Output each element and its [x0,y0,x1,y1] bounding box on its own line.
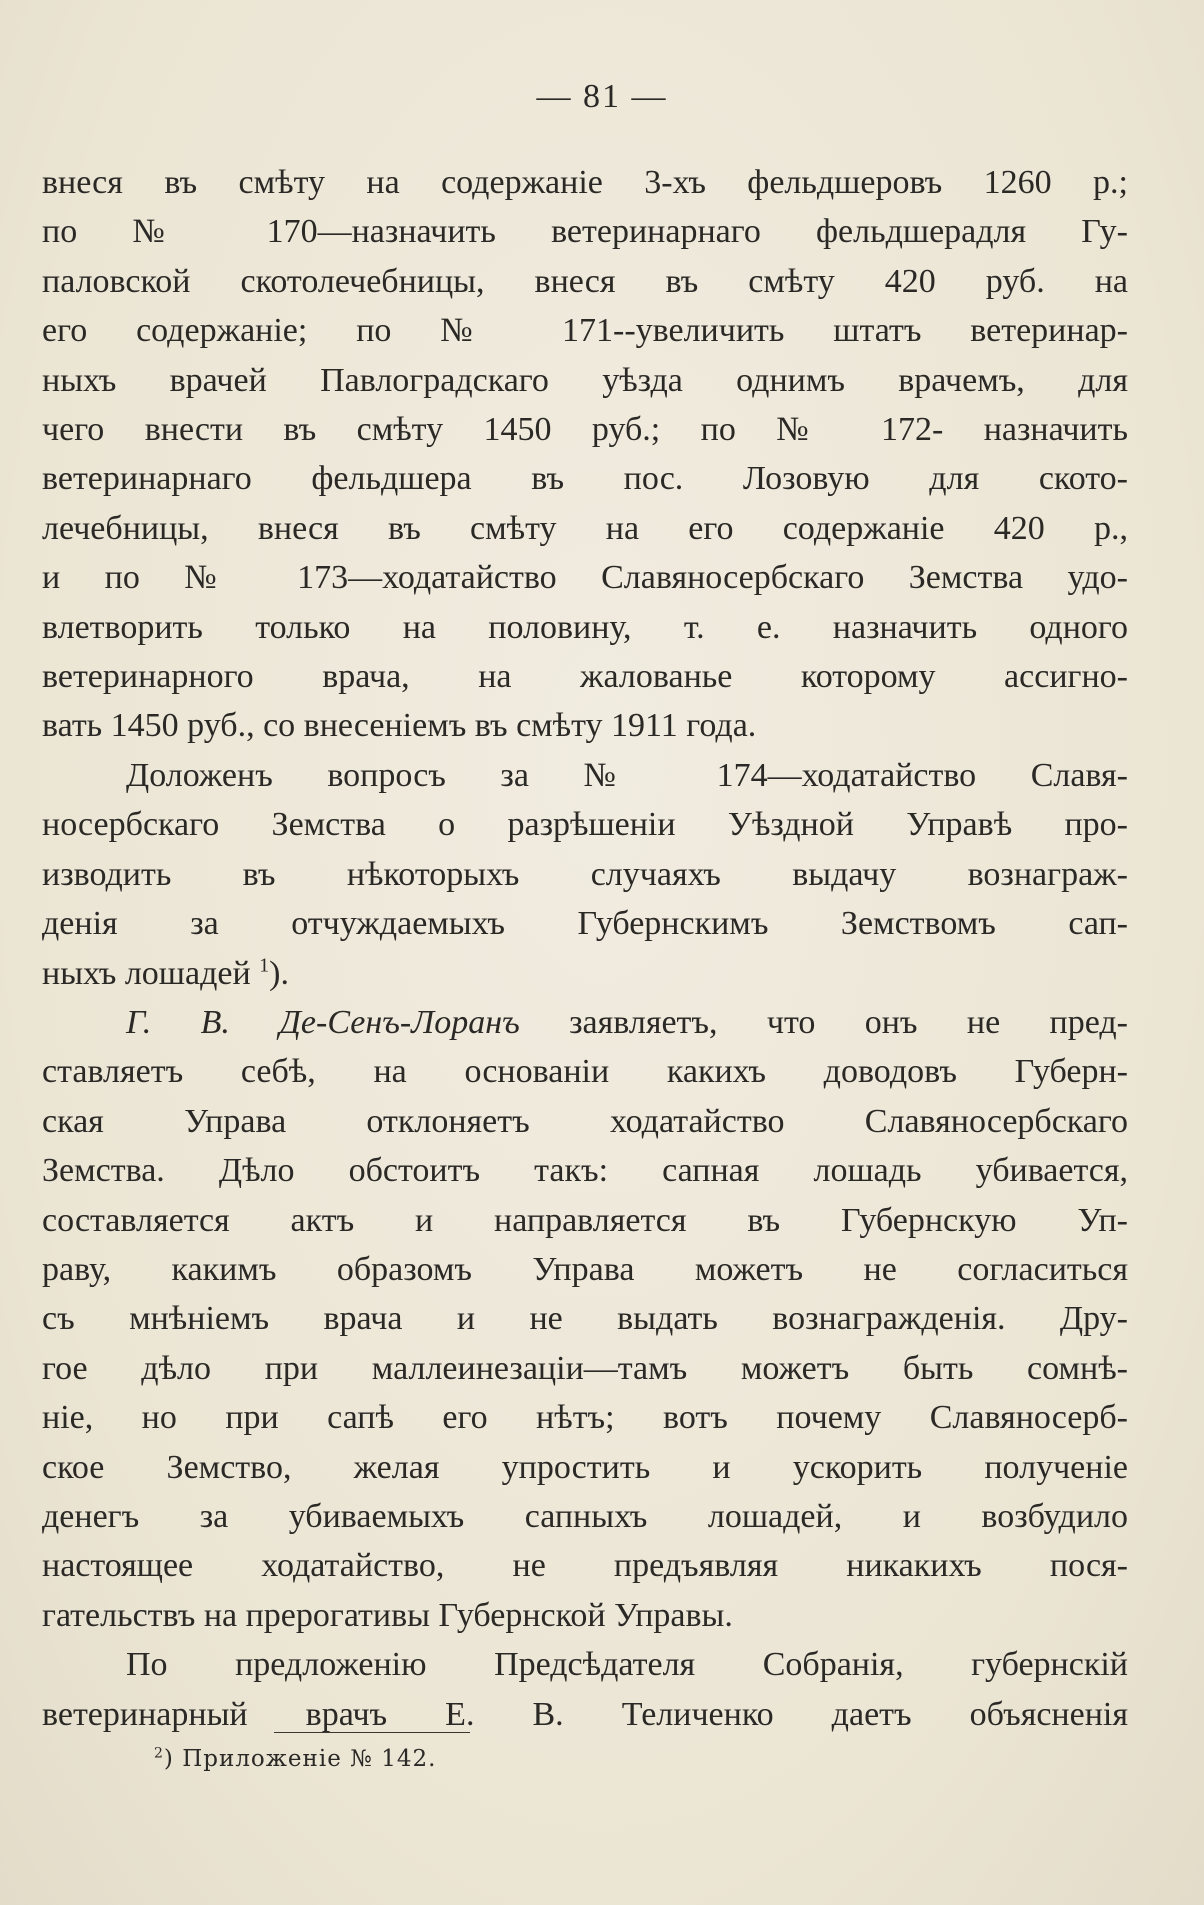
line-text: съ мнѣнieмъ врача и не выдать вознагражденiя. Дру- [42,1300,1128,1338]
line-text: влетворить только на половину, т. е. назначить одного [42,608,1128,646]
text-line [42,207,1128,256]
text-line [42,1097,1128,1146]
text-line [42,356,1128,405]
line-text: лечебницы, внеся въ смѣту на его содержанie 420 р., [42,509,1128,547]
text-line [42,850,1128,899]
line-text: денегъ за убиваемыхъ сапныхъ лошадей, и возбудило [42,1497,1128,1535]
line-text: ская Управа отклоняетъ ходатайство Славяносербскаго [42,1102,1128,1140]
text-line [42,158,1128,207]
line-text: гательствъ на прерогативы Губернской Управы. [42,1596,733,1634]
line-text: ныхъ лошадей [42,954,260,992]
text-line [42,949,1128,998]
text-line [42,1245,1128,1294]
line-text: ское Земство, желая упростить и ускорить полученie [42,1448,1128,1486]
line-text: по № 170—назначить ветеринарнаго фельдшерадля Гу- [42,213,1128,251]
page-number: — 81 — [536,78,668,115]
footnote-marker: 2 [154,1745,164,1762]
text-line [42,1294,1128,1343]
speaker-name: Г. В. Де-Сенъ-Лоранъ [126,1003,520,1041]
text-line [42,1443,1128,1492]
line-text: вать 1450 руб., со внесенieмъ въ смѣту 1911 года. [42,707,757,745]
text-line [42,1640,1128,1689]
line-text: настоящее ходатайство, не предъявляя никакихъ пося- [42,1547,1128,1585]
line-text: носербскаго Земства о разрѣшенiи Уѣздной Управѣ про- [42,806,1128,844]
body-text [42,158,1128,1739]
text-line [42,603,1128,652]
text-line [42,899,1128,948]
footnote-divider [274,1732,470,1733]
text-line [42,1591,1128,1640]
text-line [42,800,1128,849]
text-line [42,998,1128,1047]
line-text: ветеринарный врачъ Е. В. Теличенко даетъ объясненiя [42,1695,1128,1733]
text-line [42,652,1128,701]
text-line [42,504,1128,553]
line-text: и по № 173—ходатайство Славяносербскаго Земства удо- [42,559,1128,597]
line-text: По предложенiю Предсѣдателя Собранiя, губернскiй [126,1646,1128,1684]
line-text: внеся въ смѣту на содержанie 3-хъ фельдшеровъ 1260 р.; [42,164,1128,201]
text-line [42,306,1128,355]
text-line [42,1541,1128,1590]
line-text: нie, но при сапѣ его нѣтъ; вотъ почему Славяносерб- [42,1399,1128,1437]
text-line [42,1393,1128,1442]
text-line [42,405,1128,454]
line-text: ныхъ врачей Павлоградскаго уѣзда однимъ врачемъ, для [42,361,1128,399]
text-line [42,701,1128,750]
text-line [42,257,1128,306]
footnote-reference: 1 [259,954,270,977]
line-text: ветеринарнаго фельдшера въ пос. Лозовую для ското- [42,460,1128,498]
line-text: паловской скотолечебницы, внеся въ смѣту 420 руб. на [42,262,1128,300]
footnote-text: ) Приложенie № 142. [163,1746,437,1772]
text-line [42,1196,1128,1245]
line-text: ветеринарного врача, на жалованье которому ассигно- [42,658,1128,696]
line-text: чего внести въ смѣту 1450 руб.; по № 172- назначить [42,411,1128,449]
text-line [42,1146,1128,1195]
line-text: Земства. Дѣло обстоитъ такъ: сапная лошадь убивается, [42,1152,1128,1190]
text-line [42,751,1128,800]
line-text: денiя за отчуждаемыхъ Губернскимъ Земствомъ сап- [42,905,1128,943]
text-line [42,1047,1128,1096]
line-text: Доложенъ вопросъ за № 174—ходатайство Славя- [126,756,1128,794]
line-text: ставляетъ себѣ, на основанiи какихъ доводовъ Губерн- [42,1053,1128,1091]
text-line [42,454,1128,503]
text-line [42,553,1128,602]
line-text: раву, какимъ образомъ Управа можетъ не согласиться [42,1250,1128,1288]
text-line [42,1690,1128,1739]
text-line [42,1492,1128,1541]
line-text: гое дѣло при маллеинезацiи—тамъ можетъ быть сомнѣ- [42,1349,1128,1387]
text-line [42,1344,1128,1393]
line-text: заявляетъ, что онъ не пред- [519,1003,1128,1041]
line-text-after: ). [269,954,289,992]
line-text: его содержанie; по № 171--увеличить штатъ ветеринар- [42,312,1128,350]
footnote [154,1746,436,1772]
line-text: составляется актъ и направляется въ Губернскую Уп- [42,1201,1128,1239]
line-text: изводить въ нѣкоторыхъ случаяхъ выдачу вознаграж- [42,855,1128,893]
